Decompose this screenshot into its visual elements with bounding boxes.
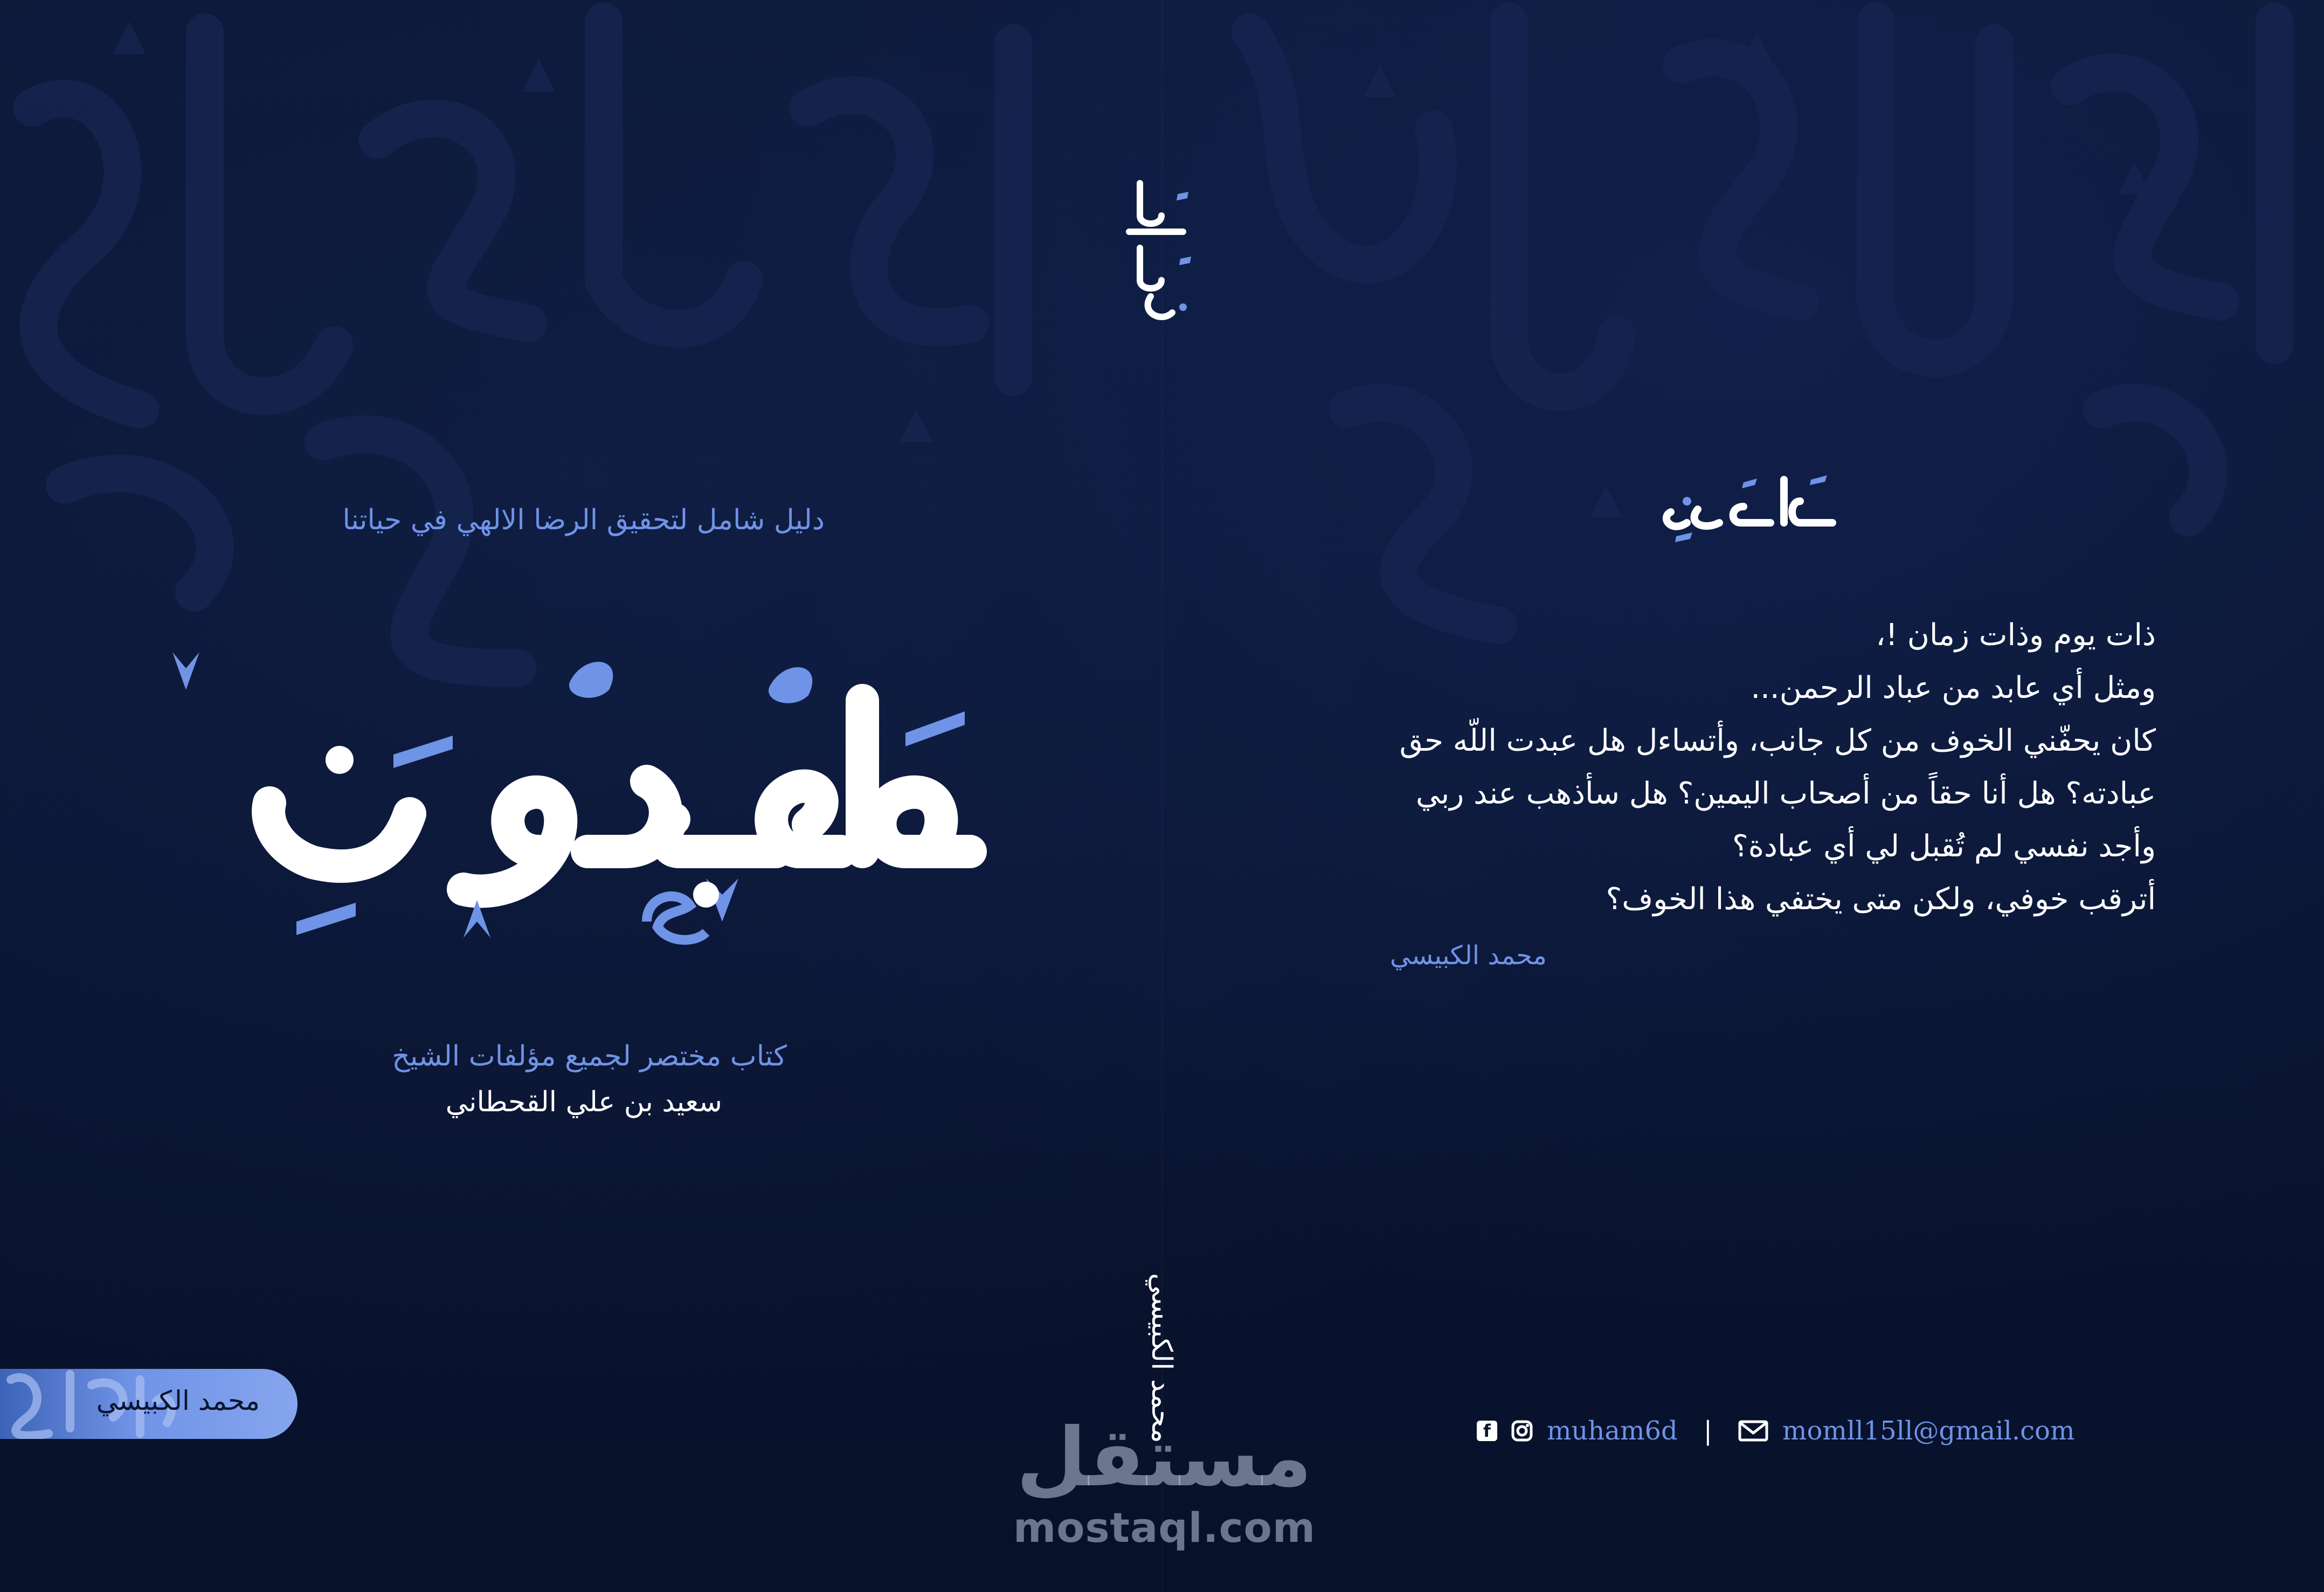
front-cover-sheikh-name: سعيد بن علي القحطاني bbox=[445, 1086, 722, 1118]
paragraph-line: وأجد نفسي لم تُقبل لي أي عبادة؟ bbox=[1732, 829, 2156, 864]
spine-author: محمد الكبيسي bbox=[1145, 1273, 1178, 1443]
contact-separator: | bbox=[1703, 1416, 1712, 1446]
email-address[interactable]: momll15ll@gmail.com bbox=[1782, 1416, 2075, 1446]
contact-row bbox=[1477, 1409, 2074, 1452]
paragraph-line: ذات يوم وذات زمان !، bbox=[1876, 618, 2156, 653]
watermark-latin: mostaql.com bbox=[1013, 1504, 1316, 1552]
front-cover-title-calligraphy bbox=[162, 620, 992, 954]
mostaql-watermark bbox=[1013, 1412, 1315, 1568]
back-cover-paragraph bbox=[1369, 609, 2156, 926]
front-cover-description: كتاب مختصر لجميع مؤلفات الشيخ bbox=[392, 1040, 787, 1072]
back-cover-author: محمد الكبيسي bbox=[1389, 940, 1547, 971]
paragraph-line: كان يحفّني الخوف من كل جانب، وأتساءل هل عبدت اللّه حق bbox=[1399, 723, 2156, 758]
front-cover-title-text: فَاعْبُدُونِ bbox=[577, 951, 579, 952]
paragraph-line: أترقب خوفي، ولكن متى يختفي هذا الخوف؟ bbox=[1606, 882, 2156, 917]
mail-icon bbox=[1738, 1420, 1768, 1442]
social-handle[interactable]: muham6d bbox=[1547, 1416, 1678, 1446]
spine-title-text: فَاعْبُدُونِ bbox=[1161, 331, 1164, 332]
badge-author-name: محمد الكبيسي bbox=[96, 1385, 260, 1416]
author-badge bbox=[0, 1369, 298, 1439]
spine-title-calligraphy bbox=[1108, 172, 1215, 334]
paragraph-line: عبادته؟ هل أنا حقاً من أصحاب اليمين؟ هل سأذهب عند ربي bbox=[1415, 776, 2156, 811]
front-cover-subtitle: دليل شامل لتحقيق الرضا الالهي في حياتنا bbox=[342, 504, 825, 536]
facebook-icon[interactable]: f bbox=[1477, 1421, 1497, 1441]
watermark-arabic: مستقل bbox=[1016, 1411, 1312, 1505]
instagram-icon[interactable] bbox=[1511, 1420, 1533, 1442]
back-cover-title-calligraphy bbox=[1655, 463, 1849, 544]
paragraph-line: ومثل أي عابد من عباد الرحمن... bbox=[1751, 670, 2156, 705]
